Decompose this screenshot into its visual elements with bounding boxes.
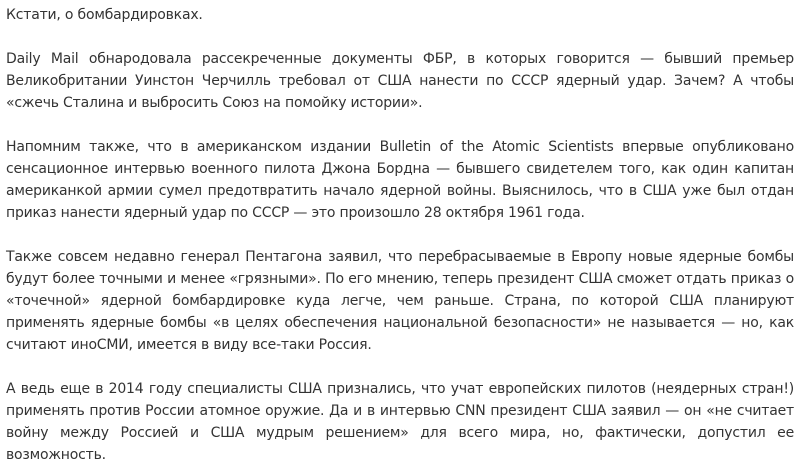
article-paragraph-pilots: А ведь еще в 2014 году специалисты США признались, что учат европейских пилотов (неядерных стран!) применять против России атомное оружие. Да и в интервью CNN президент США заявил — он «не считает войну между Россией и США мудрым решением» для всего мира, но, фактически, допустил ее возможность. [6, 381, 794, 463]
article-paragraph-bordne: Напомним также, что в американском издании Bulletin of the Atomic Scientists впервые опубликовано сенсационное интервью военного пилота Джона Бордна — бывшего свидетелем того, как один капитан американкой армии сумел предотвратить начало ядерной войны. Выяснилось, что в США уже был отдан приказ нанести ядерный удар по СССР — это произошло 28 октября 1961 года. [6, 139, 794, 221]
article-paragraph-intro: Кстати, о бомбардировках. [6, 7, 203, 23]
article-paragraph-churchill: Daily Mail обнародовала рассекреченные документы ФБР, в которых говорится — бывший премьер Великобритании Уинстон Черчилль требовал от США нанести по СССР ядерный удар. Зачем? А чтобы «сжечь Сталина и выбросить Союз на помойку истории». [6, 51, 794, 111]
article-paragraph-pentagon: Также совсем недавно генерал Пентагона заявил, что перебрасываемые в Европу новые ядерные бомбы будут более точными и менее «грязными». По его мнению, теперь президент США сможет отдать приказ о «точечной» ядерной бомбардировке куда легче, чем раньше. Страна, по которой США планируют применять ядерные бомбы «в целях обеспечения национальной безопасности» не называется — но, как считают иноСМИ, имеется в виду все-таки Россия. [6, 249, 794, 353]
